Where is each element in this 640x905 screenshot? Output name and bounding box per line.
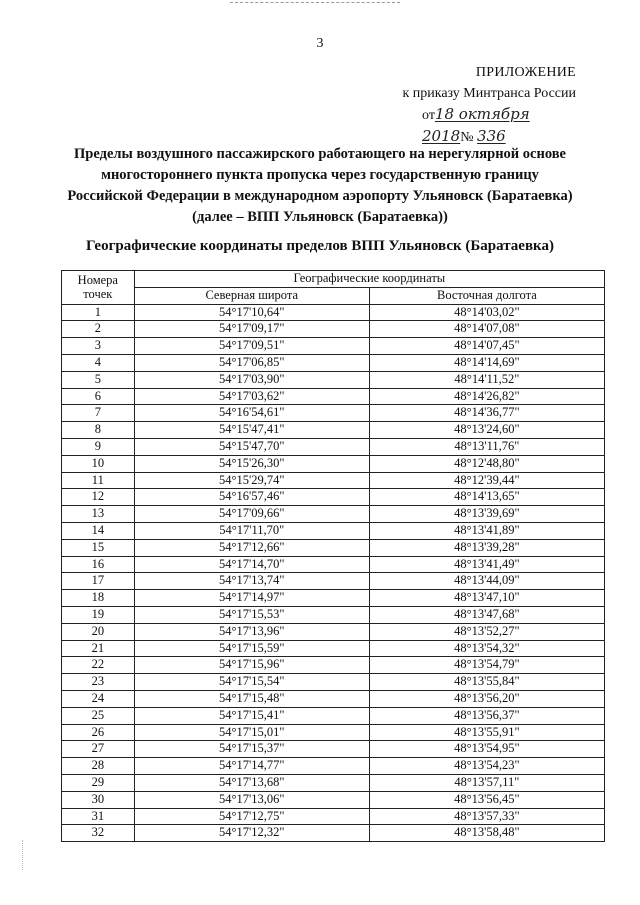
longitude-cell: 48°14'14,69" <box>369 354 604 371</box>
latitude-cell: 54°17'14,97" <box>134 590 369 607</box>
point-number-cell: 25 <box>62 707 135 724</box>
latitude-cell: 54°17'15,37" <box>134 741 369 758</box>
date-prefix: от <box>422 108 435 123</box>
table-row <box>62 674 605 691</box>
longitude-cell: 48°13'44,09" <box>369 573 604 590</box>
table-row <box>62 707 605 724</box>
title-line: Российской Федерации в международном аэропорту Ульяновск (Баратаевка) <box>67 188 573 204</box>
latitude-cell: 54°17'15,59" <box>134 640 369 657</box>
latitude-cell: 54°17'09,17" <box>134 321 369 338</box>
document-title <box>40 144 600 228</box>
longitude-cell: 48°12'39,44" <box>369 472 604 489</box>
point-number-cell: 12 <box>62 489 135 506</box>
point-number-cell: 23 <box>62 674 135 691</box>
latitude-cell: 54°17'15,01" <box>134 724 369 741</box>
table-row <box>62 556 605 573</box>
point-number-cell: 4 <box>62 354 135 371</box>
latitude-cell: 54°15'47,41" <box>134 422 369 439</box>
table-row <box>62 741 605 758</box>
table-row <box>62 606 605 623</box>
point-number-cell: 7 <box>62 405 135 422</box>
table-row <box>62 808 605 825</box>
point-number-cell: 8 <box>62 422 135 439</box>
longitude-cell: 48°13'55,91" <box>369 724 604 741</box>
table-row <box>62 489 605 506</box>
header-latitude: Северная широта <box>134 287 369 304</box>
longitude-cell: 48°13'11,76" <box>369 438 604 455</box>
point-number-cell: 27 <box>62 741 135 758</box>
latitude-cell: 54°17'15,41" <box>134 707 369 724</box>
longitude-cell: 48°13'39,69" <box>369 506 604 523</box>
latitude-cell: 54°17'13,96" <box>134 623 369 640</box>
table-row <box>62 438 605 455</box>
latitude-cell: 54°17'14,77" <box>134 758 369 775</box>
title-line: (далее – ВПП Ульяновск (Баратаевка)) <box>192 209 448 225</box>
point-number-cell: 5 <box>62 371 135 388</box>
table-row <box>62 455 605 472</box>
table-row <box>62 321 605 338</box>
latitude-cell: 54°17'09,51" <box>134 338 369 355</box>
table-row <box>62 472 605 489</box>
point-number-cell: 18 <box>62 590 135 607</box>
latitude-cell: 54°16'54,61" <box>134 405 369 422</box>
handwritten-number: 336 <box>477 127 506 145</box>
point-number-cell: 20 <box>62 623 135 640</box>
longitude-cell: 48°13'57,33" <box>369 808 604 825</box>
title-line: Пределы воздушного пассажирского работающего на нерегулярной основе <box>74 146 566 162</box>
point-number-cell: 16 <box>62 556 135 573</box>
longitude-cell: 48°13'54,79" <box>369 657 604 674</box>
point-number-cell: 28 <box>62 758 135 775</box>
header-longitude: Восточная долгота <box>369 287 604 304</box>
top-scan-line <box>230 2 400 3</box>
latitude-cell: 54°17'09,66" <box>134 506 369 523</box>
longitude-cell: 48°13'54,23" <box>369 758 604 775</box>
table-row <box>62 539 605 556</box>
table-row <box>62 657 605 674</box>
longitude-cell: 48°14'36,77" <box>369 405 604 422</box>
table-row <box>62 825 605 842</box>
table-row <box>62 590 605 607</box>
latitude-cell: 54°17'12,66" <box>134 539 369 556</box>
latitude-cell: 54°17'03,62" <box>134 388 369 405</box>
point-number-cell: 9 <box>62 438 135 455</box>
latitude-cell: 54°17'14,70" <box>134 556 369 573</box>
table-row <box>62 573 605 590</box>
point-number-cell: 10 <box>62 455 135 472</box>
longitude-cell: 48°13'52,27" <box>369 623 604 640</box>
point-number-cell: 29 <box>62 774 135 791</box>
table-row <box>62 623 605 640</box>
longitude-cell: 48°13'41,89" <box>369 522 604 539</box>
point-number-cell: 24 <box>62 690 135 707</box>
table-row <box>62 338 605 355</box>
longitude-cell: 48°13'47,68" <box>369 606 604 623</box>
latitude-cell: 54°17'12,75" <box>134 808 369 825</box>
table-title: Географические координаты пределов ВПП Ульяновск (Баратаевка) <box>86 238 554 254</box>
point-number-cell: 30 <box>62 791 135 808</box>
table-row <box>62 774 605 791</box>
coordinates-table-body <box>62 304 605 842</box>
longitude-cell: 48°12'48,80" <box>369 455 604 472</box>
header-point-number: Номера точек <box>62 271 135 305</box>
table-row <box>62 724 605 741</box>
table-row <box>62 422 605 439</box>
table-row <box>62 388 605 405</box>
longitude-cell: 48°14'07,08" <box>369 321 604 338</box>
table-row <box>62 371 605 388</box>
latitude-cell: 54°15'29,74" <box>134 472 369 489</box>
point-number-cell: 6 <box>62 388 135 405</box>
latitude-cell: 54°15'26,30" <box>134 455 369 472</box>
appendix-order-ref: к приказу Минтранса России <box>402 86 576 101</box>
longitude-cell: 48°13'54,32" <box>369 640 604 657</box>
longitude-cell: 48°14'13,65" <box>369 489 604 506</box>
longitude-cell: 48°13'54,95" <box>369 741 604 758</box>
longitude-cell: 48°14'07,45" <box>369 338 604 355</box>
latitude-cell: 54°15'47,70" <box>134 438 369 455</box>
longitude-cell: 48°14'11,52" <box>369 371 604 388</box>
longitude-cell: 48°13'41,49" <box>369 556 604 573</box>
point-number-cell: 15 <box>62 539 135 556</box>
latitude-cell: 54°17'15,48" <box>134 690 369 707</box>
latitude-cell: 54°17'13,74" <box>134 573 369 590</box>
longitude-cell: 48°13'47,10" <box>369 590 604 607</box>
point-number-cell: 21 <box>62 640 135 657</box>
page-number: 3 <box>316 36 324 51</box>
table-row <box>62 506 605 523</box>
longitude-cell: 48°13'56,20" <box>369 690 604 707</box>
table-row <box>62 405 605 422</box>
latitude-cell: 54°17'13,68" <box>134 774 369 791</box>
table-row <box>62 791 605 808</box>
latitude-cell: 54°17'15,54" <box>134 674 369 691</box>
longitude-cell: 48°13'24,60" <box>369 422 604 439</box>
point-number-cell: 1 <box>62 304 135 321</box>
latitude-cell: 54°17'03,90" <box>134 371 369 388</box>
scan-margin-mark <box>22 840 24 870</box>
longitude-cell: 48°13'56,45" <box>369 791 604 808</box>
point-number-cell: 22 <box>62 657 135 674</box>
latitude-cell: 54°16'57,46" <box>134 489 369 506</box>
latitude-cell: 54°17'06,85" <box>134 354 369 371</box>
latitude-cell: 54°17'12,32" <box>134 825 369 842</box>
point-number-cell: 13 <box>62 506 135 523</box>
longitude-cell: 48°13'55,84" <box>369 674 604 691</box>
table-row <box>62 758 605 775</box>
handwritten-date: 18 октября 2018 <box>422 105 530 145</box>
latitude-cell: 54°17'13,06" <box>134 791 369 808</box>
table-row <box>62 690 605 707</box>
point-number-cell: 14 <box>62 522 135 539</box>
latitude-cell: 54°17'15,53" <box>134 606 369 623</box>
point-number-cell: 3 <box>62 338 135 355</box>
table-row <box>62 354 605 371</box>
point-number-cell: 17 <box>62 573 135 590</box>
appendix-block <box>380 62 610 145</box>
longitude-cell: 48°13'39,28" <box>369 539 604 556</box>
point-number-cell: 26 <box>62 724 135 741</box>
appendix-date-line <box>380 104 610 145</box>
point-number-cell: 32 <box>62 825 135 842</box>
point-number-cell: 2 <box>62 321 135 338</box>
appendix-caption: ПРИЛОЖЕНИЕ <box>475 65 576 80</box>
number-prefix: № <box>460 130 474 145</box>
header-coordinates-group: Географические координаты <box>134 271 604 288</box>
longitude-cell: 48°13'56,37" <box>369 707 604 724</box>
title-line: многостороннего пункта пропуска через государственную границу <box>101 167 539 183</box>
coordinates-table <box>61 270 605 842</box>
longitude-cell: 48°14'26,82" <box>369 388 604 405</box>
point-number-cell: 11 <box>62 472 135 489</box>
latitude-cell: 54°17'11,70" <box>134 522 369 539</box>
latitude-cell: 54°17'10,64" <box>134 304 369 321</box>
point-number-cell: 31 <box>62 808 135 825</box>
longitude-cell: 48°13'58,48" <box>369 825 604 842</box>
table-row <box>62 304 605 321</box>
latitude-cell: 54°17'15,96" <box>134 657 369 674</box>
table-row <box>62 640 605 657</box>
longitude-cell: 48°13'57,11" <box>369 774 604 791</box>
point-number-cell: 19 <box>62 606 135 623</box>
table-row <box>62 522 605 539</box>
longitude-cell: 48°14'03,02" <box>369 304 604 321</box>
